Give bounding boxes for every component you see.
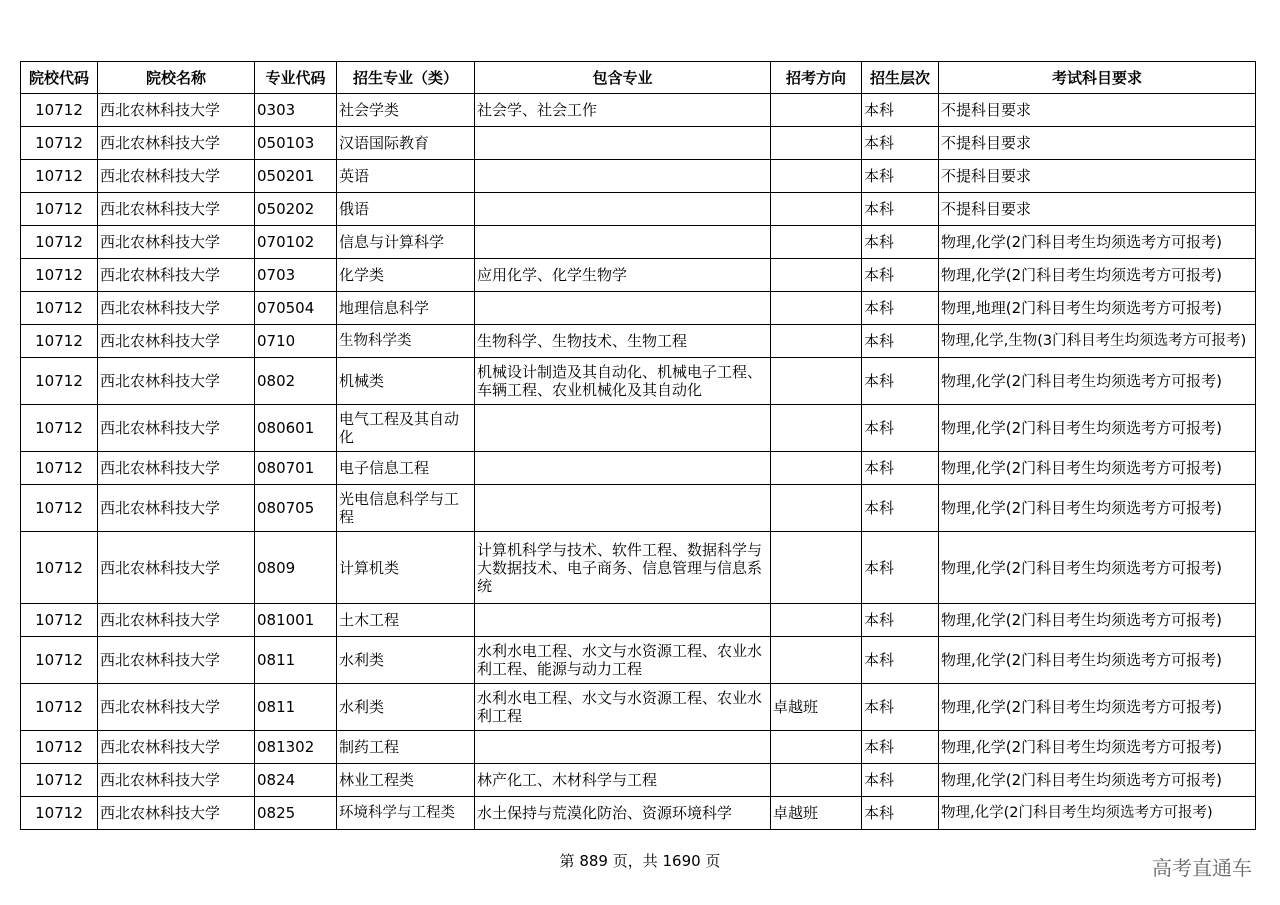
cell-level: 本科 — [862, 684, 939, 731]
cell-school-code: 10712 — [21, 325, 98, 358]
cell-direction — [771, 764, 862, 797]
cell-major-code: 080701 — [255, 452, 337, 485]
cell-requirement: 不提科目要求 — [939, 94, 1256, 127]
cell-direction — [771, 604, 862, 637]
header-major-code: 专业代码 — [255, 62, 337, 94]
cell-school-code: 10712 — [21, 485, 98, 532]
cell-direction — [771, 325, 862, 358]
cell-requirement: 不提科目要求 — [939, 127, 1256, 160]
table-row — [21, 684, 1256, 731]
cell-direction — [771, 193, 862, 226]
table-row — [21, 226, 1256, 259]
cell-requirement: 物理,化学(2门科目考生均须选考方可报考) — [939, 532, 1256, 604]
cell-school-code: 10712 — [21, 731, 98, 764]
cell-level: 本科 — [862, 292, 939, 325]
cell-requirement: 物理,化学(2门科目考生均须选考方可报考) — [939, 637, 1256, 684]
cell-direction — [771, 358, 862, 405]
header-school-code: 院校代码 — [21, 62, 98, 94]
cell-major-code: 0303 — [255, 94, 337, 127]
cell-major-code: 081001 — [255, 604, 337, 637]
cell-direction — [771, 226, 862, 259]
cell-level: 本科 — [862, 637, 939, 684]
table-row — [21, 731, 1256, 764]
cell-includes: 林产化工、木材科学与工程 — [475, 764, 771, 797]
cell-major: 林业工程类 — [337, 764, 475, 797]
cell-school-name: 西北农林科技大学 — [98, 405, 255, 452]
cell-major-code: 070504 — [255, 292, 337, 325]
cell-level: 本科 — [862, 731, 939, 764]
cell-school-name: 西北农林科技大学 — [98, 259, 255, 292]
table-row — [21, 637, 1256, 684]
header-direction: 招考方向 — [771, 62, 862, 94]
cell-includes — [475, 731, 771, 764]
cell-includes: 应用化学、化学生物学 — [475, 259, 771, 292]
cell-school-code: 10712 — [21, 193, 98, 226]
cell-major-code: 081302 — [255, 731, 337, 764]
cell-includes — [475, 405, 771, 452]
cell-requirement: 物理,化学,生物(3门科目考生均须选考方可报考) — [939, 325, 1256, 358]
cell-level: 本科 — [862, 358, 939, 405]
cell-school-name: 西北农林科技大学 — [98, 797, 255, 830]
cell-major-code: 050103 — [255, 127, 337, 160]
cell-includes — [475, 193, 771, 226]
cell-major: 环境科学与工程类 — [337, 797, 475, 830]
cell-major-code: 080705 — [255, 485, 337, 532]
cell-includes — [475, 604, 771, 637]
page-number: 第 889 页，共 1690 页 — [559, 852, 721, 870]
cell-level: 本科 — [862, 94, 939, 127]
cell-level: 本科 — [862, 604, 939, 637]
cell-school-code: 10712 — [21, 797, 98, 830]
cell-school-name: 西北农林科技大学 — [98, 532, 255, 604]
cell-includes — [475, 160, 771, 193]
cell-includes: 水利水电工程、水文与水资源工程、农业水利工程、能源与动力工程 — [475, 637, 771, 684]
cell-major: 电子信息工程 — [337, 452, 475, 485]
table-row — [21, 532, 1256, 604]
cell-major: 化学类 — [337, 259, 475, 292]
cell-requirement: 物理,化学(2门科目考生均须选考方可报考) — [939, 731, 1256, 764]
cell-includes: 社会学、社会工作 — [475, 94, 771, 127]
cell-major: 电气工程及其自动化 — [337, 405, 475, 452]
cell-school-name: 西北农林科技大学 — [98, 193, 255, 226]
cell-school-name: 西北农林科技大学 — [98, 160, 255, 193]
header-school-name: 院校名称 — [98, 62, 255, 94]
cell-major-code: 0703 — [255, 259, 337, 292]
header-major: 招生专业（类） — [337, 62, 475, 94]
cell-school-code: 10712 — [21, 764, 98, 797]
table-row — [21, 325, 1256, 358]
cell-includes: 计算机科学与技术、软件工程、数据科学与大数据技术、电子商务、信息管理与信息系统 — [475, 532, 771, 604]
cell-major: 信息与计算科学 — [337, 226, 475, 259]
cell-includes — [475, 226, 771, 259]
table-row — [21, 160, 1256, 193]
cell-school-name: 西北农林科技大学 — [98, 325, 255, 358]
cell-major: 计算机类 — [337, 532, 475, 604]
cell-school-code: 10712 — [21, 160, 98, 193]
cell-includes — [475, 292, 771, 325]
cell-school-name: 西北农林科技大学 — [98, 292, 255, 325]
cell-major: 光电信息科学与工程 — [337, 485, 475, 532]
cell-level: 本科 — [862, 485, 939, 532]
cell-requirement: 物理,化学(2门科目考生均须选考方可报考) — [939, 604, 1256, 637]
cell-major-code: 0811 — [255, 637, 337, 684]
cell-major-code: 050202 — [255, 193, 337, 226]
cell-requirement: 物理,化学(2门科目考生均须选考方可报考) — [939, 797, 1256, 830]
cell-requirement: 不提科目要求 — [939, 193, 1256, 226]
cell-requirement: 物理,化学(2门科目考生均须选考方可报考) — [939, 405, 1256, 452]
cell-school-name: 西北农林科技大学 — [98, 684, 255, 731]
cell-major: 水利类 — [337, 684, 475, 731]
cell-includes: 水利水电工程、水文与水资源工程、农业水利工程 — [475, 684, 771, 731]
cell-school-code: 10712 — [21, 226, 98, 259]
header-requirement: 考试科目要求 — [939, 62, 1256, 94]
cell-requirement: 物理,化学(2门科目考生均须选考方可报考) — [939, 259, 1256, 292]
cell-school-name: 西北农林科技大学 — [98, 764, 255, 797]
cell-school-name: 西北农林科技大学 — [98, 731, 255, 764]
header-includes: 包含专业 — [475, 62, 771, 94]
cell-major: 水利类 — [337, 637, 475, 684]
cell-school-code: 10712 — [21, 405, 98, 452]
watermark: 高考直通车 — [1152, 856, 1252, 880]
cell-includes — [475, 452, 771, 485]
cell-level: 本科 — [862, 193, 939, 226]
cell-major: 俄语 — [337, 193, 475, 226]
cell-major: 社会学类 — [337, 94, 475, 127]
cell-level: 本科 — [862, 259, 939, 292]
cell-level: 本科 — [862, 532, 939, 604]
cell-major-code: 0824 — [255, 764, 337, 797]
header-level: 招生层次 — [862, 62, 939, 94]
cell-level: 本科 — [862, 226, 939, 259]
cell-school-name: 西北农林科技大学 — [98, 94, 255, 127]
cell-direction — [771, 94, 862, 127]
cell-major: 制药工程 — [337, 731, 475, 764]
cell-major-code: 0710 — [255, 325, 337, 358]
cell-requirement: 物理,化学(2门科目考生均须选考方可报考) — [939, 764, 1256, 797]
cell-major: 英语 — [337, 160, 475, 193]
table-row — [21, 485, 1256, 532]
cell-requirement: 物理,化学(2门科目考生均须选考方可报考) — [939, 452, 1256, 485]
cell-school-code: 10712 — [21, 259, 98, 292]
cell-major-code: 0825 — [255, 797, 337, 830]
table-header-row — [21, 62, 1256, 94]
cell-school-name: 西北农林科技大学 — [98, 127, 255, 160]
table-row — [21, 193, 1256, 226]
cell-level: 本科 — [862, 127, 939, 160]
table-row — [21, 358, 1256, 405]
cell-level: 本科 — [862, 160, 939, 193]
cell-includes: 水土保持与荒漠化防治、资源环境科学 — [475, 797, 771, 830]
cell-school-code: 10712 — [21, 684, 98, 731]
cell-school-name: 西北农林科技大学 — [98, 226, 255, 259]
cell-major-code: 0802 — [255, 358, 337, 405]
cell-school-name: 西北农林科技大学 — [98, 637, 255, 684]
table-row — [21, 604, 1256, 637]
cell-major-code: 070102 — [255, 226, 337, 259]
table-row — [21, 797, 1256, 830]
cell-school-code: 10712 — [21, 94, 98, 127]
cell-school-name: 西北农林科技大学 — [98, 358, 255, 405]
cell-level: 本科 — [862, 764, 939, 797]
cell-requirement: 不提科目要求 — [939, 160, 1256, 193]
cell-direction: 卓越班 — [771, 684, 862, 731]
admission-table — [20, 61, 1256, 830]
cell-school-code: 10712 — [21, 292, 98, 325]
cell-major-code: 0811 — [255, 684, 337, 731]
cell-direction — [771, 452, 862, 485]
cell-level: 本科 — [862, 797, 939, 830]
cell-direction — [771, 485, 862, 532]
cell-level: 本科 — [862, 325, 939, 358]
table-row — [21, 292, 1256, 325]
cell-direction — [771, 637, 862, 684]
cell-major: 土木工程 — [337, 604, 475, 637]
cell-school-code: 10712 — [21, 452, 98, 485]
cell-level: 本科 — [862, 405, 939, 452]
cell-major: 机械类 — [337, 358, 475, 405]
cell-major: 汉语国际教育 — [337, 127, 475, 160]
cell-major-code: 050201 — [255, 160, 337, 193]
cell-school-code: 10712 — [21, 532, 98, 604]
table-row — [21, 764, 1256, 797]
cell-direction — [771, 532, 862, 604]
cell-school-code: 10712 — [21, 604, 98, 637]
cell-direction — [771, 259, 862, 292]
cell-direction — [771, 127, 862, 160]
table-row — [21, 405, 1256, 452]
cell-direction — [771, 731, 862, 764]
table-row — [21, 94, 1256, 127]
cell-school-code: 10712 — [21, 358, 98, 405]
cell-school-code: 10712 — [21, 127, 98, 160]
cell-direction — [771, 292, 862, 325]
cell-direction — [771, 405, 862, 452]
cell-requirement: 物理,化学(2门科目考生均须选考方可报考) — [939, 226, 1256, 259]
table-body — [21, 94, 1256, 830]
cell-includes: 机械设计制造及其自动化、机械电子工程、车辆工程、农业机械化及其自动化 — [475, 358, 771, 405]
cell-school-name: 西北农林科技大学 — [98, 485, 255, 532]
cell-school-code: 10712 — [21, 637, 98, 684]
cell-includes — [475, 127, 771, 160]
cell-requirement: 物理,地理(2门科目考生均须选考方可报考) — [939, 292, 1256, 325]
table-row — [21, 259, 1256, 292]
cell-direction — [771, 160, 862, 193]
cell-direction: 卓越班 — [771, 797, 862, 830]
cell-includes — [475, 485, 771, 532]
cell-major-code: 080601 — [255, 405, 337, 452]
cell-requirement: 物理,化学(2门科目考生均须选考方可报考) — [939, 684, 1256, 731]
cell-requirement: 物理,化学(2门科目考生均须选考方可报考) — [939, 358, 1256, 405]
cell-school-name: 西北农林科技大学 — [98, 452, 255, 485]
cell-includes: 生物科学、生物技术、生物工程 — [475, 325, 771, 358]
cell-major: 生物科学类 — [337, 325, 475, 358]
cell-major-code: 0809 — [255, 532, 337, 604]
table-row — [21, 127, 1256, 160]
table-row — [21, 452, 1256, 485]
cell-school-name: 西北农林科技大学 — [98, 604, 255, 637]
cell-major: 地理信息科学 — [337, 292, 475, 325]
cell-requirement: 物理,化学(2门科目考生均须选考方可报考) — [939, 485, 1256, 532]
cell-level: 本科 — [862, 452, 939, 485]
